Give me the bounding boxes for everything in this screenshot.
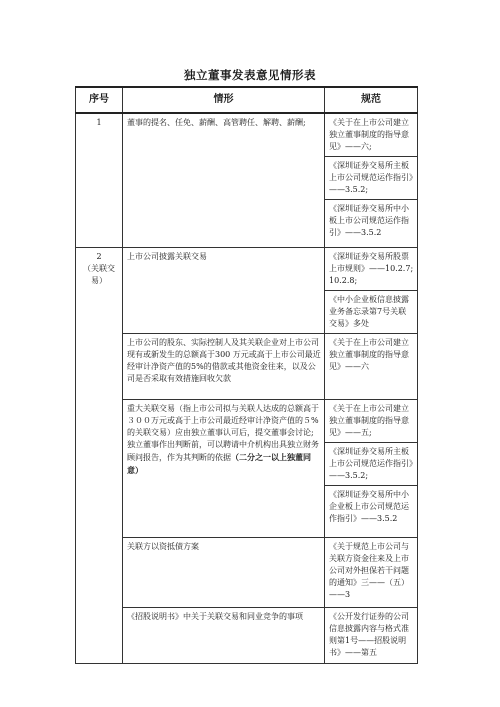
- situation-cell: 董事的提名、任免、薪酬、高管聘任、解聘、薪酬;: [123, 113, 325, 248]
- situation-cell: 关联方以资抵债方案: [123, 538, 325, 608]
- situation-cell: 上市公司披露关联交易: [123, 248, 325, 334]
- table-row: [76, 400, 418, 443]
- table-row: [76, 538, 418, 608]
- opinion-table: [75, 86, 418, 664]
- spec-cell: 《关于在上市公司建立独立董事制度的指导意见》——六;: [325, 113, 418, 157]
- situation-bold-note: （二分之一以上独董同意）: [127, 452, 311, 475]
- spec-cell: 《公开发行证券的公司信息披露内容与格式准则第1号——招股说明书》——第五: [325, 608, 418, 664]
- spec-cell: 《深圳证券交易所股票上市规则》——10.2.7; 10.2.8;: [325, 248, 418, 291]
- situation-cell: 上市公司的股东、实际控制人及其关联企业对上市公司现有或新发生的总额高于300 万元或高于上市公司最近经审计净资产值的5%的借款或其他资金往来，以及公司是否采取有效措施回收欠款: [123, 334, 325, 400]
- table-row: [76, 334, 418, 400]
- table-header-row: [76, 87, 418, 113]
- header-spec: 规范: [325, 87, 418, 113]
- spec-cell: 《关于规范上市公司与关联方资金往来及上市公司对外担保若干问题的通知》三——（五）——3: [325, 538, 418, 608]
- situation-text: 重大关联交易（指上市公司拟与关联人达成的总额高于３００万元或高于上市公司最近经审计净资产值的５%的关联交易）应由独立董事认可后，提交董事会讨论;独立董事作出判断前，可以聘请中介机构出具独立财务顾问报告，作为其判断的依据: [127, 404, 319, 462]
- spec-cell: 《深圳证券交易所主板上市公司规范运作指引》——3.5.2;: [325, 443, 418, 486]
- table-row: [76, 608, 418, 664]
- spec-cell: 《关于在上市公司建立独立董事制度的指导意见》——六: [325, 334, 418, 400]
- seq-number: 1: [96, 118, 102, 127]
- table-row: [76, 113, 418, 157]
- spec-cell: 《深圳证券交易所中小板上市公司规范运作指引》——3.5.2: [325, 200, 418, 248]
- spec-cell: 《关于在上市公司建立独立董事制度的指导意见》——五;: [325, 400, 418, 443]
- spec-cell: 《中小企业板信息披露业务备忘录第7号关联交易》多处: [325, 291, 418, 334]
- header-seq: 序号: [76, 87, 123, 113]
- seq-cell: [76, 248, 123, 664]
- situation-cell: [123, 400, 325, 538]
- situation-cell: 《招股说明书》中关于关联交易和同业竞争的事项: [123, 608, 325, 664]
- page-title: 独立董事发表意见情形表: [184, 68, 316, 82]
- spec-cell: 《深圳证券交易所中小企业板上市公司规范运作指引》——3.5.2: [325, 486, 418, 538]
- seq-note: （关联交易）: [83, 264, 115, 285]
- spec-cell: 《深圳证券交易所主板上市公司规范运作指引》——3.5.2;: [325, 157, 418, 200]
- table-row: [76, 248, 418, 291]
- seq-number: 2: [96, 252, 102, 261]
- seq-cell: [76, 113, 123, 248]
- header-situation: 情形: [123, 87, 325, 113]
